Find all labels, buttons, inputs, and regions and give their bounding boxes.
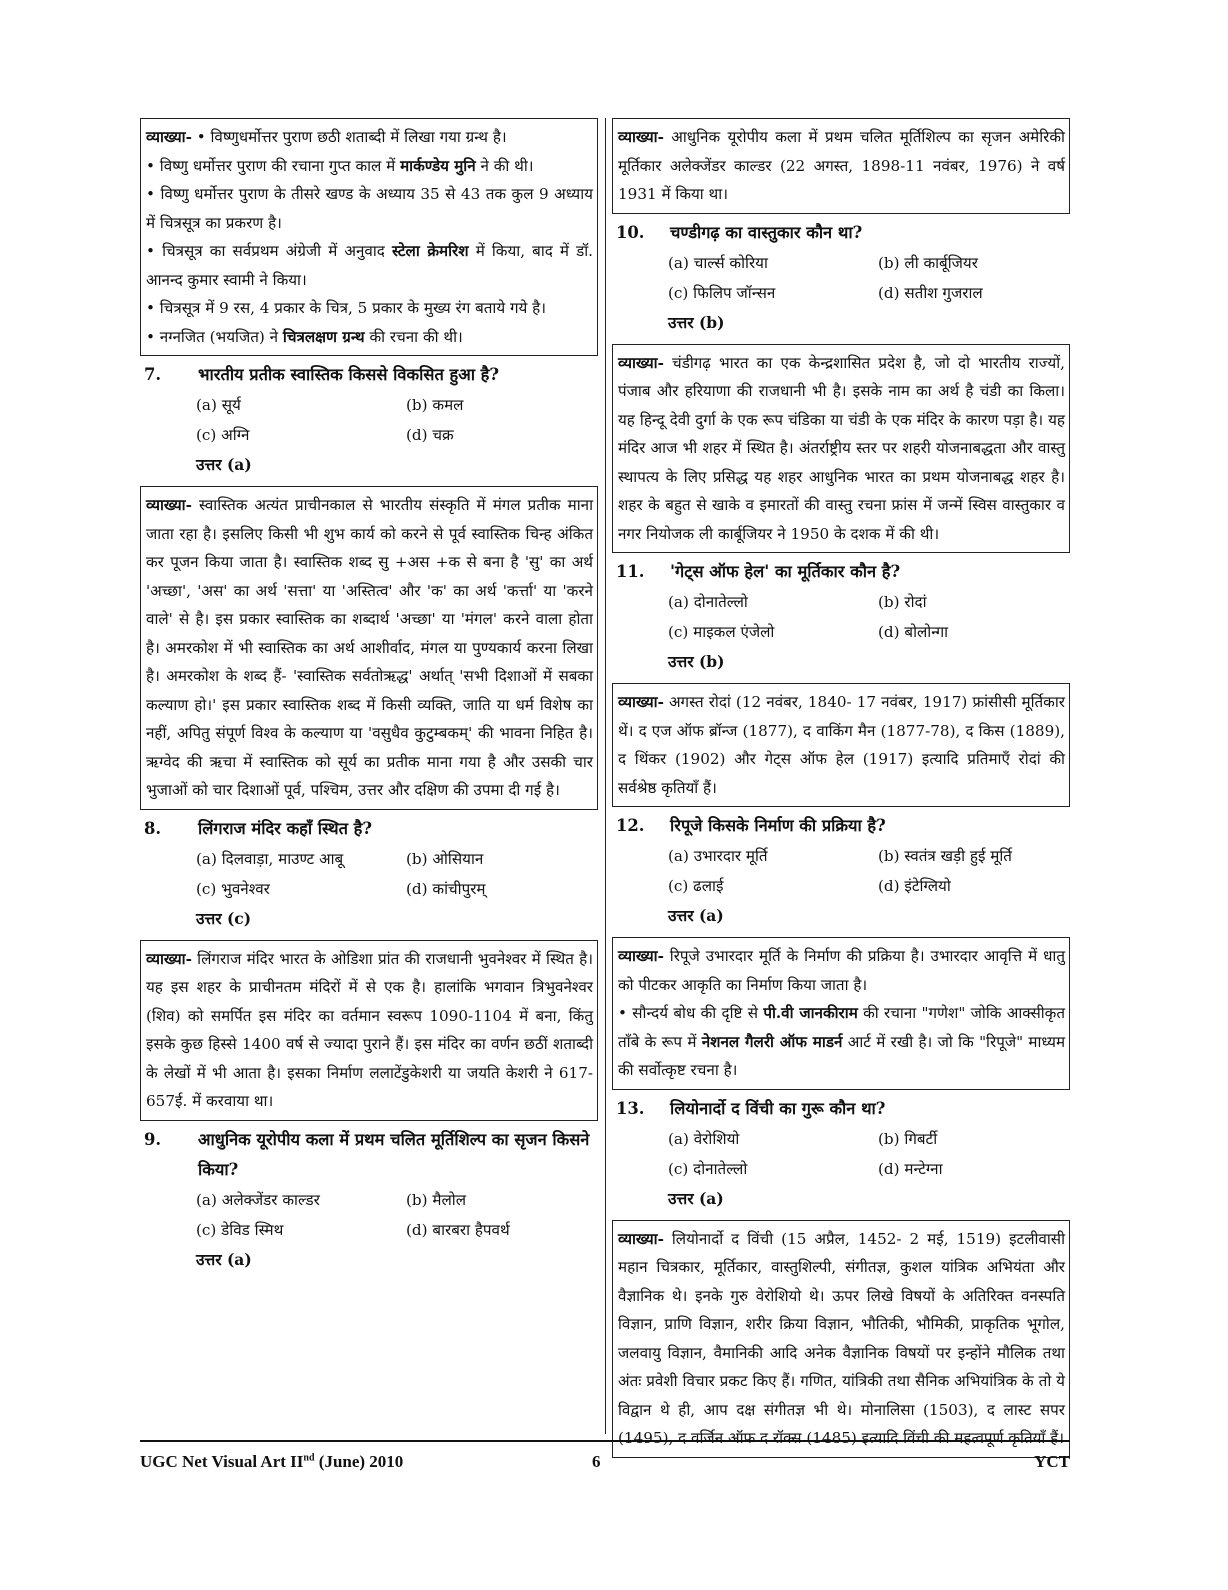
option-b: (b) गिबर्टी	[878, 1129, 938, 1148]
option-a: (a) अलेक्जेंडर काल्डर	[196, 1190, 320, 1209]
option-d: (d) बोलोन्गा	[878, 623, 949, 641]
option-a: (a) दिलवाड़ा, माउण्ट आबू	[196, 849, 344, 868]
option-d: (d) सतीश गुजराल	[878, 283, 983, 302]
answer-12: उत्तर (a)	[668, 906, 724, 925]
explanation-label: व्याख्या-	[146, 128, 192, 146]
option-b: (b) मैलोल	[406, 1190, 467, 1209]
option-c: (c) फिलिप जॉन्सन	[668, 283, 776, 302]
answer-10: उत्तर (b)	[668, 312, 725, 332]
options-11	[668, 587, 1070, 647]
explanation-box: व्याख्या- लियोनार्दो द विंची (15 अप्रैल, 1452- 2 मई, 1519) इटलीवासी महान चित्रकार, मूर्तिकार, वास्तुशिल्पी, संगीतज्ञ, कुशल यांत्रिक अभियंता और वैज्ञानिक थे। इनके गुरु वेरोशियो थे। ऊपर लिखे विषयों के अतिरिक्त वनस्पति विज्ञान, प्राणि विज्ञान, शरीर क्रिया विज्ञान, भौतिकी, भौमिकी, प्राकृतिक भूगोल, जलवायु विज्ञान, वैमानिकी आदि अनेक वैज्ञानिक विषयों पर इन्होंने मौलिक तथा अंतः प्रवेशी विचार प्रकट किए हैं। गणित, यांत्रिकी तथा सैनिक अभियांत्रिक के तो ये विद्वान थे ही, आप दक्ष संगीतज्ञ भी थे। मोनालिसा (1503), द लास्ट सपर (1495), द वर्जिन ऑफ द रॉक्स (1485) इत्यादि विंची की महत्वपूर्ण कृतियाँ हैं।	[612, 1220, 1070, 1458]
footer-exam-title: UGC Net Visual Art IInd (June) 2010	[140, 1452, 404, 1471]
option-a: (a) सूर्य	[196, 396, 241, 414]
options-8	[196, 844, 598, 904]
option-b: (b) रोदां	[878, 593, 927, 611]
answer-13: उत्तर (a)	[668, 1188, 724, 1208]
explanation-box: व्याख्या- आधुनिक यूरोपीय कला में प्रथम चलित मूर्तिशिल्प का सृजन अमेरिकी मूर्तिकार अलेक्जेंडर काल्डर (22 अगस्त, 1898-11 नवंबर, 1976) ने वर्ष 1931 में किया था।	[612, 118, 1070, 214]
option-c: (c) ढलाई	[668, 877, 724, 895]
explanation-box: व्याख्या- • विष्णुधर्मोत्तर पुराण छठी शताब्दी में लिखा गया ग्रन्थ है। • विष्णु धर्मोत्तर पुराण की रचाना गुप्त काल में मार्कण्डेय मुनि ने की थी। • विष्णु धर्मोत्तर पुराण के तीसरे खण्ड के अध्याय 35 से 43 तक कुल 9 अध्याय में चित्रसूत्र का प्रकरण है। • चित्रसूत्र का सर्वप्रथम अंग्रेजी में अनुवाद स्टेला क्रेमरिश में किया, बाद में डॉ. आनन्द कुमार स्वामी ने किया। • चित्रसूत्र में 9 रस, 4 प्रकार के चित्र, 5 प्रकार के मुख्य रंग बताये गये है। • नग्नजित (भयजित) ने चित्रलक्षण ग्रन्थ की रचना की थी।	[140, 118, 598, 356]
answer-9: उत्तर (a)	[196, 1249, 252, 1269]
question-13: 13. लियोनार्दो द विंची का गुरू कौन था?	[616, 1098, 886, 1118]
question-10: 10. चण्डीगढ़ का वास्तुकार कौन था?	[616, 222, 863, 242]
option-c: (c) माइकल एंजेलो	[668, 623, 775, 641]
explanation-box: व्याख्या- चंडीगढ़ भारत का एक केन्द्रशासित प्रदेश है, जो दो भारतीय राज्यों, पंजाब और हरियाणा की राजधानी भी है। इसके नाम का अर्थ है चंडी का किला। यह हिन्दू देवी दुर्गा के एक रूप चंडिका या चंडी के एक मंदिर के कारण पड़ा है। यह मंदिर आज भी शहर में स्थित है। अंतर्राष्ट्रीय स्तर पर शहरी योजनाबद्धता और वास्तु स्थापत्य के लिए प्रसिद्ध यह शहर आधुनिक भारत का प्रथम योजनाबद्ध शहर है। शहर के बहुत से खाके व इमारतों की वास्तु रचना फ्रांस में जन्में स्विस वास्तुकार व नगर नियोजक ली कार्बूजियर ने 1950 के दशक में की थी।	[612, 344, 1070, 554]
options-9	[196, 1185, 598, 1245]
question-8: 8. लिंगराज मंदिर कहाँ स्थित है?	[144, 818, 372, 838]
option-b: (b) ओसियान	[406, 849, 484, 868]
option-c: (c) डेविड स्मिथ	[196, 1220, 284, 1239]
footer-publisher: YCT	[1034, 1452, 1070, 1471]
question-11: 11. 'गेट्स ऑफ हेल' का मूर्तिकार कौन है?	[616, 562, 901, 581]
left-column	[140, 118, 598, 1281]
question-9: 9. आधुनिक यूरोपीय कला में प्रथम चलित मूर्तिशिल्प का सृजन किसने किया?	[144, 1129, 590, 1179]
option-a: (a) चार्ल्स कोरिया	[668, 253, 768, 272]
right-column	[612, 118, 1070, 1458]
option-d: (d) चक्र	[406, 426, 454, 444]
question-12: 12. रिपूजे किसके निर्माण की प्रक्रिया है?	[616, 816, 886, 835]
option-c: (c) भुवनेश्वर	[196, 879, 270, 898]
answer-11: उत्तर (b)	[668, 652, 725, 671]
answer-7: उत्तर (a)	[196, 455, 252, 474]
option-b: (b) ली कार्बूजियर	[878, 253, 978, 272]
option-b: (b) कमल	[406, 396, 464, 414]
options-13	[668, 1124, 1070, 1184]
question-7: 7. भारतीय प्रतीक स्वास्तिक किससे विकसित हुआ है?	[144, 365, 499, 384]
options-12	[668, 841, 1070, 901]
page-footer	[140, 1440, 1070, 1471]
option-b: (b) स्वतंत्र खड़ी हुई मूर्ति	[878, 847, 1012, 865]
options-10	[668, 248, 1070, 308]
option-a: (a) उभारदार मूर्ति	[668, 847, 768, 865]
explanation-box: व्याख्या- अगस्त रोदां (12 नवंबर, 1840- 17 नवंबर, 1917) फ्रांसीसी मूर्तिकार थें। द एज ऑफ ब्रॉन्ज (1877), द वाकिंग मैन (1877-78), द किस (1889), द थिंकर (1902) और गेट्स ऑफ हेल (1917) इत्यादि प्रतिमाएँ रोदां की सर्वश्रेष्ठ कृतियाँ हैं।	[612, 683, 1070, 807]
explanation-box: व्याख्या- लिंगराज मंदिर भारत के ओडिशा प्रांत की राजधानी भुवनेश्वर में स्थित है। यह इस शहर के प्राचीनतम मंदिरों में से एक है। हालांकि भगवान त्रिभुवनेश्वर (शिव) को समर्पित इस मंदिर का वर्तमान स्वरूप 1090-1104 में बना, किंतु इसके कुछ हिस्से 1400 वर्ष से ज्यादा पुराने हैं। इस मंदिर का वर्णन छठीं शताब्दी के लेखों में भी आता है। इसका निर्माण ललाटेंडुकेशरी या जयति केशरी ने 617-657ई. में करवाया था।	[140, 940, 598, 1121]
option-d: (d) कांचीपुरम्	[406, 879, 486, 898]
option-d: (d) बारबरा हैपवर्थ	[406, 1220, 510, 1239]
explanation-box: व्याख्या- स्वास्तिक अत्यंत प्राचीनकाल से भारतीय संस्कृति में मंगल प्रतीक माना जाता रहा है। इसलिए किसी भी शुभ कार्य को करने से पूर्व स्वास्तिक चिन्ह अंकित कर पूजन किया जाता है। स्वास्तिक शब्द सु +अस +क से बना है 'सु' का अर्थ 'अच्छा', 'अस' का अर्थ 'सत्ता' या 'अस्तित्व' और 'क' का अर्थ 'कर्त्ता' या 'करने वाले' से है। इस प्रकार स्वास्तिक का शब्दार्थ 'अच्छा' या 'मंगल' करने वाला होता है। अमरकोश में भी स्वास्तिक का अर्थ आशीर्वाद, मंगल या पुण्यकार्य करना लिखा है। अमरकोश के शब्द हैं- 'स्वास्तिक सर्वतोऋद्ध' अर्थात् 'सभी दिशाओं में सबका कल्याण हो।' इस प्रकार स्वास्तिक शब्द में किसी व्यक्ति, जाति या धर्म विशेष का नहीं, अपितु संपूर्ण विश्व के कल्याण या 'वसुधैव कुटुम्बकम्' की भावना निहित है। ऋग्वेद की ऋचा में स्वास्तिक को सूर्य का प्रतीक माना गया है और उसकी चार भुजाओं को चार दिशाओं पूर्व, पश्चिम, उत्तर और दक्षिण की उपमा दी गई है।	[140, 486, 598, 810]
option-c: (c) अग्नि	[196, 426, 250, 444]
options-7	[196, 390, 598, 450]
answer-8: उत्तर (c)	[196, 908, 252, 928]
option-c: (c) दोनातेल्लो	[668, 1159, 748, 1178]
option-d: (d) इंटेग्लियो	[878, 877, 951, 895]
option-a: (a) वेरोशियो	[668, 1129, 740, 1148]
option-d: (d) मन्टेग्ना	[878, 1159, 943, 1178]
page-number: 6	[592, 1452, 601, 1471]
option-a: (a) दोनातेल्लो	[668, 593, 748, 611]
explanation-box: व्याख्या- रिपूजे उभारदार मूर्ति के निर्माण की प्रक्रिया है। उभारदार आवृत्ति में धातु को पीटकर आकृति का निर्माण किया जाता है। • सौन्दर्य बोध की दृष्टि से पी.वी जानकीराम की रचाना "गणेश" जोकि आक्सीकृत ताँबे के रूप में नेशनल गैलरी ऑफ माडर्न आर्ट में रखी है। जो कि "रिपूजे" माध्यम की सर्वोत्कृष्ट रचना है।	[612, 937, 1070, 1090]
